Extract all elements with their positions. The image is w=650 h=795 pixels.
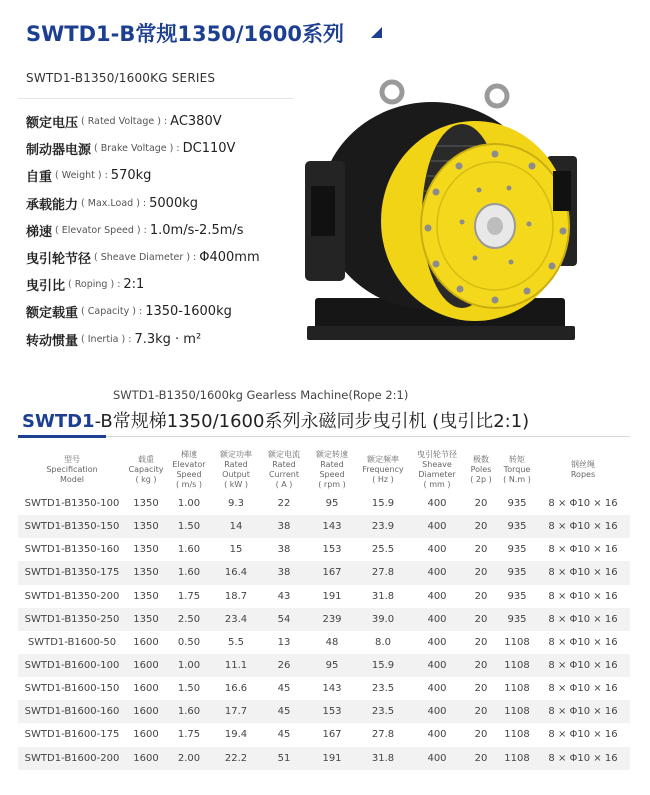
table-cell: 1.00 xyxy=(177,498,201,510)
spec-english-label: ( Sheave Diameter ) : xyxy=(94,252,197,264)
column-header-line: 额定电流 xyxy=(268,450,300,459)
table-cell: 191 xyxy=(322,590,342,602)
table-cell: 8 × Φ10 × 16 xyxy=(548,521,618,533)
spec-label: 额定载重 xyxy=(26,306,79,322)
column-header xyxy=(308,448,356,492)
table-cell: 1600 xyxy=(133,636,159,648)
table-cell: 1.75 xyxy=(177,590,201,602)
table-cell: 8.0 xyxy=(375,636,391,648)
table-cell: 16.4 xyxy=(224,567,248,579)
table-header xyxy=(18,448,630,492)
column-header-line: ( m/s ) xyxy=(176,480,202,489)
table-cell: 1.75 xyxy=(177,729,201,741)
table-cell: SWTD1-B1600-200 xyxy=(24,752,120,764)
table-cell: 1350 xyxy=(133,567,159,579)
column-header-line: ( mm ) xyxy=(423,480,451,489)
table-cell: 45 xyxy=(277,729,291,741)
table-cell: 22 xyxy=(277,498,291,510)
table-cell: 20 xyxy=(474,521,488,533)
table-cell: 8 × Φ10 × 16 xyxy=(548,590,618,602)
table-cell: SWTD1-B1600-100 xyxy=(24,660,120,672)
table-cell: 38 xyxy=(277,521,291,533)
table-cell: 1.50 xyxy=(177,521,201,533)
table-cell: 1600 xyxy=(133,683,159,695)
spec-label: 曳引比 xyxy=(26,279,66,295)
table-cell: 167 xyxy=(322,567,342,579)
table-cell: 20 xyxy=(474,706,488,718)
table-cell: 1108 xyxy=(504,752,530,764)
spec-value: 7.3kg · m² xyxy=(134,331,202,347)
table-title xyxy=(22,407,529,433)
column-header xyxy=(410,448,464,492)
table-cell: 20 xyxy=(474,567,488,579)
spec-row xyxy=(26,244,260,271)
spec-english-label: ( Roping ) : xyxy=(68,279,121,291)
column-header-line: 转矩 xyxy=(509,455,525,464)
spec-list xyxy=(26,108,260,353)
traction-machine-image xyxy=(297,76,582,348)
table-cell: 23.5 xyxy=(371,683,395,695)
spec-label: 制动器电源 xyxy=(26,143,92,159)
table-row xyxy=(18,700,630,723)
table-cell: 935 xyxy=(507,590,527,602)
column-header xyxy=(260,448,308,492)
table-cell: 1350 xyxy=(133,613,159,625)
spec-value: 2:1 xyxy=(123,277,145,293)
table-cell: 400 xyxy=(427,567,447,579)
table-cell: SWTD1-B1600-160 xyxy=(24,706,120,718)
table-cell: 1600 xyxy=(133,660,159,672)
table-cell: 20 xyxy=(474,683,488,695)
table-cell: 13 xyxy=(277,636,291,648)
table-cell: 400 xyxy=(427,683,447,695)
table-cell: 1.50 xyxy=(177,683,201,695)
spec-english-label: ( Brake Voltage ) : xyxy=(94,143,180,155)
table-row xyxy=(18,677,630,700)
spec-value: 1350-1600kg xyxy=(145,304,232,320)
column-header-line: ( N.m ) xyxy=(503,475,531,484)
spec-row xyxy=(26,271,260,298)
column-header xyxy=(212,448,260,492)
table-cell: 17.7 xyxy=(224,706,248,718)
table-cell: 1108 xyxy=(504,729,530,741)
table-cell: SWTD1-B1350-200 xyxy=(24,590,120,602)
table-cell: 20 xyxy=(474,544,488,556)
spec-english-label: ( Max.Load ) : xyxy=(81,197,147,209)
table-cell: 20 xyxy=(474,613,488,625)
column-header-line: ( kW ) xyxy=(224,480,248,489)
column-header-line: Elevator xyxy=(172,460,206,469)
table-cell: SWTD1-B1350-100 xyxy=(24,498,120,510)
table-cell: 1.60 xyxy=(177,544,201,556)
column-header-line: 钢丝绳 xyxy=(571,460,595,469)
column-header-line: Rated xyxy=(272,460,296,469)
table-cell: 191 xyxy=(322,752,342,764)
column-header-line: 极数 xyxy=(473,455,489,464)
table-cell: 9.3 xyxy=(228,498,244,510)
table-row xyxy=(18,747,630,770)
column-header xyxy=(498,448,536,492)
table-cell: 167 xyxy=(322,729,342,741)
table-cell: 27.8 xyxy=(371,729,395,741)
divider xyxy=(18,98,293,99)
table-cell: 15.9 xyxy=(371,660,395,672)
spec-row xyxy=(26,108,260,135)
table-cell: 935 xyxy=(507,567,527,579)
spec-row xyxy=(26,298,260,325)
table-row xyxy=(18,538,630,561)
table-cell: 153 xyxy=(322,706,342,718)
table-row xyxy=(18,492,630,515)
column-header xyxy=(18,448,126,492)
table-cell: 19.4 xyxy=(224,729,248,741)
table-cell: 1108 xyxy=(504,683,530,695)
table-cell: SWTD1-B1600-50 xyxy=(27,636,117,648)
table-cell: 25.5 xyxy=(371,544,395,556)
column-header-line: Ropes xyxy=(570,470,596,479)
spec-english-label: ( Elevator Speed ) : xyxy=(55,224,147,236)
spec-row xyxy=(26,135,260,162)
table-cell: 23.5 xyxy=(371,706,395,718)
table-cell: 20 xyxy=(474,660,488,672)
spec-row xyxy=(26,217,260,244)
table-cell: 1.00 xyxy=(177,660,201,672)
table-cell: SWTD1-B1350-150 xyxy=(24,521,120,533)
table-cell: 48 xyxy=(325,636,339,648)
column-header xyxy=(464,448,498,492)
column-header-line: Rated xyxy=(320,460,344,469)
table-cell: 20 xyxy=(474,498,488,510)
table-cell: 400 xyxy=(427,613,447,625)
table-cell: 400 xyxy=(427,544,447,556)
table-cell: 8 × Φ10 × 16 xyxy=(548,729,618,741)
spec-label: 转动惯量 xyxy=(26,333,79,349)
table-cell: 5.5 xyxy=(228,636,244,648)
table-cell: 38 xyxy=(277,544,291,556)
column-header-line: Frequency xyxy=(362,465,404,474)
table-row xyxy=(18,723,630,746)
table-cell: 16.6 xyxy=(224,683,248,695)
table-cell: 43 xyxy=(277,590,291,602)
table-cell: SWTD1-B1600-175 xyxy=(24,729,120,741)
table-cell: SWTD1-B1600-150 xyxy=(24,683,120,695)
column-header-line: Specification xyxy=(46,465,98,474)
column-header-line: ( Hz ) xyxy=(372,475,394,484)
spec-value: DC110V xyxy=(182,141,236,157)
column-header xyxy=(126,448,166,492)
table-cell: 18.7 xyxy=(224,590,248,602)
table-cell: 400 xyxy=(427,706,447,718)
table-cell: 23.9 xyxy=(371,521,395,533)
table-cell: 935 xyxy=(507,613,527,625)
table-cell: 15.9 xyxy=(371,498,395,510)
table-cell: 400 xyxy=(427,636,447,648)
table-title-bold: SWTD1 xyxy=(22,411,95,432)
spec-label: 额定电压 xyxy=(26,116,79,132)
title-accent-bar xyxy=(18,435,106,438)
table-cell: 1350 xyxy=(133,521,159,533)
table-cell: 1600 xyxy=(133,729,159,741)
table-cell: 39.0 xyxy=(371,613,395,625)
spec-english-label: ( Inertia ) : xyxy=(81,333,132,345)
table-cell: SWTD1-B1350-175 xyxy=(24,567,120,579)
table-cell: 8 × Φ10 × 16 xyxy=(548,498,618,510)
column-header-line: ( rpm ) xyxy=(318,480,346,489)
table-cell: 400 xyxy=(427,590,447,602)
table-cell: 8 × Φ10 × 16 xyxy=(548,706,618,718)
column-header-line: ( kg ) xyxy=(135,475,157,484)
spec-row xyxy=(26,190,260,217)
table-cell: 8 × Φ10 × 16 xyxy=(548,660,618,672)
column-header-line: 额定功率 xyxy=(220,450,252,459)
column-header-line: Speed xyxy=(319,470,345,479)
spec-english-label: ( Capacity ) : xyxy=(81,306,143,318)
table-cell: 239 xyxy=(322,613,342,625)
table-cell: 1350 xyxy=(133,544,159,556)
column-header-line: Diameter xyxy=(418,470,456,479)
spec-label: 曳引轮节径 xyxy=(26,252,92,268)
table-cell: 1108 xyxy=(504,636,530,648)
column-header-line: Output xyxy=(222,470,250,479)
column-header xyxy=(356,448,410,492)
table-row xyxy=(18,654,630,677)
table-cell: 8 × Φ10 × 16 xyxy=(548,636,618,648)
table-cell: 8 × Φ10 × 16 xyxy=(548,544,618,556)
table-cell: 1.60 xyxy=(177,567,201,579)
table-cell: 22.2 xyxy=(224,752,248,764)
table-cell: 1600 xyxy=(133,752,159,764)
spec-value: AC380V xyxy=(170,114,222,130)
table-cell: 23.4 xyxy=(224,613,248,625)
column-header-line: ( 2p ) xyxy=(470,475,492,484)
column-header xyxy=(536,448,630,492)
table-cell: 27.8 xyxy=(371,567,395,579)
column-header-line: 曳引轮节径 xyxy=(417,450,457,459)
table-cell: 143 xyxy=(322,521,342,533)
spec-label: 承载能力 xyxy=(26,197,79,213)
page-title: SWTD1-B常规1350/1600系列 xyxy=(26,22,344,46)
table-cell: SWTD1-B1350-250 xyxy=(24,613,120,625)
spec-value: 1.0m/s-2.5m/s xyxy=(149,222,244,238)
table-cell: 15 xyxy=(229,544,243,556)
table-row xyxy=(18,515,630,538)
table-cell: 8 × Φ10 × 16 xyxy=(548,683,618,695)
table-cell: 26 xyxy=(277,660,291,672)
table-cell: 400 xyxy=(427,752,447,764)
table-cell: 45 xyxy=(277,683,291,695)
table-cell: 20 xyxy=(474,590,488,602)
table-cell: 95 xyxy=(325,498,339,510)
table-cell: 0.50 xyxy=(177,636,201,648)
column-header-line: Capacity xyxy=(128,465,164,474)
table-row xyxy=(18,608,630,631)
column-header-line: 型号 xyxy=(64,455,80,464)
spec-english-label: ( Rated Voltage ) : xyxy=(81,116,168,128)
table-body xyxy=(18,492,630,770)
table-cell: 45 xyxy=(277,706,291,718)
table-row xyxy=(18,631,630,654)
table-cell: 1350 xyxy=(133,590,159,602)
column-header-line: Model xyxy=(59,475,85,484)
column-header-line: 梯速 xyxy=(181,450,197,459)
table-cell: 400 xyxy=(427,521,447,533)
table-cell: 11.1 xyxy=(224,660,248,672)
spec-table xyxy=(18,448,630,770)
column-header xyxy=(166,448,212,492)
table-cell: 400 xyxy=(427,498,447,510)
table-cell: 20 xyxy=(474,752,488,764)
spec-label: 自重 xyxy=(26,170,53,186)
table-cell: 8 × Φ10 × 16 xyxy=(548,613,618,625)
column-header-line: ( A ) xyxy=(275,480,293,489)
table-cell: 1.60 xyxy=(177,706,201,718)
table-cell: 38 xyxy=(277,567,291,579)
table-cell: 20 xyxy=(474,729,488,741)
table-cell: 51 xyxy=(277,752,291,764)
spec-row xyxy=(26,162,260,189)
table-cell: 31.8 xyxy=(371,590,395,602)
table-subtitle: SWTD1-B1350/1600kg Gearless Machine(Rope 2:1) xyxy=(113,388,409,402)
column-header-line: Torque xyxy=(503,465,531,474)
table-cell: 935 xyxy=(507,498,527,510)
table-cell: 54 xyxy=(277,613,291,625)
column-header-line: Rated xyxy=(224,460,248,469)
table-cell: 2.00 xyxy=(177,752,201,764)
table-cell: 14 xyxy=(229,521,243,533)
table-row xyxy=(18,585,630,608)
table-cell: 20 xyxy=(474,636,488,648)
table-title-rest: -B常规梯1350/1600系列永磁同步曳引机 (曳引比2:1) xyxy=(94,411,530,432)
table-cell: 400 xyxy=(427,729,447,741)
table-cell: 143 xyxy=(322,683,342,695)
table-cell: 95 xyxy=(325,660,339,672)
table-cell: 1350 xyxy=(133,498,159,510)
table-cell: 400 xyxy=(427,660,447,672)
column-header-line: Sheave xyxy=(422,460,452,469)
table-cell: 31.8 xyxy=(371,752,395,764)
spec-value: 5000kg xyxy=(149,195,199,211)
table-cell: 935 xyxy=(507,521,527,533)
table-cell: 1108 xyxy=(504,706,530,718)
series-subtitle: SWTD1-B1350/1600KG SERIES xyxy=(26,71,216,85)
title-triangle-icon xyxy=(371,27,382,38)
spec-english-label: ( Weight ) : xyxy=(55,170,108,182)
table-cell: 2.50 xyxy=(177,613,201,625)
table-cell: 8 × Φ10 × 16 xyxy=(548,567,618,579)
table-cell: 1108 xyxy=(504,660,530,672)
table-row xyxy=(18,561,630,584)
spec-label: 梯速 xyxy=(26,224,53,240)
column-header-line: 载重 xyxy=(138,455,154,464)
spec-row xyxy=(26,326,260,353)
column-header-line: 额定频率 xyxy=(367,455,399,464)
column-header-line: Current xyxy=(268,470,300,479)
table-cell: 1600 xyxy=(133,706,159,718)
table-cell: 8 × Φ10 × 16 xyxy=(548,752,618,764)
column-header-line: Speed xyxy=(176,470,202,479)
divider xyxy=(18,436,630,437)
column-header-line: Poles xyxy=(470,465,492,474)
table-cell: 153 xyxy=(322,544,342,556)
spec-value: 570kg xyxy=(110,168,152,184)
spec-value: Φ400mm xyxy=(199,250,260,266)
table-cell: 935 xyxy=(507,544,527,556)
column-header-line: 额定转速 xyxy=(316,450,348,459)
table-cell: SWTD1-B1350-160 xyxy=(24,544,120,556)
